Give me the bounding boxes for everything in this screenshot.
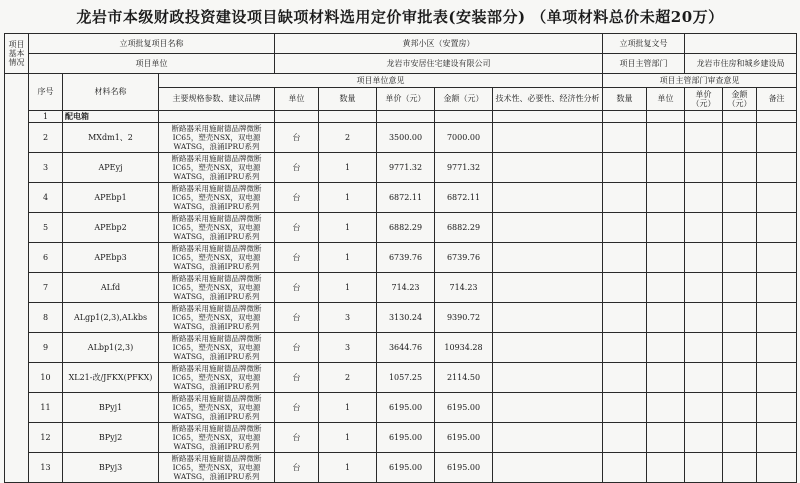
blank-cell xyxy=(377,111,435,123)
row-seq: 3 xyxy=(29,153,63,183)
row-analysis xyxy=(493,303,603,333)
unit-label: 项目单位 xyxy=(29,54,275,74)
row-amount: 10934.28 xyxy=(435,333,493,363)
row-review-amount xyxy=(723,393,757,423)
row-qty: 1 xyxy=(319,453,377,483)
header-price: 单价（元） xyxy=(377,88,435,111)
row-qty: 1 xyxy=(319,213,377,243)
row-analysis xyxy=(493,423,603,453)
project-name-value: 黄邦小区（安置房） xyxy=(275,34,603,54)
row-review-price xyxy=(685,333,723,363)
row-review-qty xyxy=(603,183,647,213)
info-row-1 xyxy=(5,34,797,54)
row-remark xyxy=(757,213,797,243)
blank-cell xyxy=(603,111,647,123)
row-review-unit xyxy=(647,423,685,453)
row-review-price xyxy=(685,273,723,303)
row-review-unit xyxy=(647,183,685,213)
row-seq: 11 xyxy=(29,393,63,423)
row-remark xyxy=(757,363,797,393)
row-qty: 1 xyxy=(319,153,377,183)
category-seq: 1 xyxy=(29,111,63,123)
row-review-unit xyxy=(647,303,685,333)
header-review-qty: 数量 xyxy=(603,88,647,111)
row-review-qty xyxy=(603,453,647,483)
row-material-name: BPyj3 xyxy=(63,453,159,483)
table-row xyxy=(5,243,797,273)
section-label: 项目基本情况 xyxy=(5,34,29,74)
left-blank-column xyxy=(5,74,29,483)
table-row xyxy=(5,153,797,183)
row-remark xyxy=(757,453,797,483)
header-unit-opinion: 项目单位意见 xyxy=(159,74,603,88)
info-row-2 xyxy=(5,54,797,74)
header-spec: 主要规格参数、建议品牌 xyxy=(159,88,275,111)
blank-cell xyxy=(723,111,757,123)
row-analysis xyxy=(493,273,603,303)
project-name-label: 立项批复项目名称 xyxy=(29,34,275,54)
row-review-price xyxy=(685,423,723,453)
row-remark xyxy=(757,153,797,183)
row-qty: 3 xyxy=(319,303,377,333)
row-seq: 2 xyxy=(29,123,63,153)
row-analysis xyxy=(493,333,603,363)
row-remark xyxy=(757,303,797,333)
approval-doc-value xyxy=(685,34,797,54)
row-unit: 台 xyxy=(275,183,319,213)
header-unit: 单位 xyxy=(275,88,319,111)
category-row xyxy=(5,111,797,123)
header-amount: 金额（元） xyxy=(435,88,493,111)
row-unit: 台 xyxy=(275,453,319,483)
header-review: 项目主管部门审查意见 xyxy=(603,74,797,88)
row-remark xyxy=(757,123,797,153)
row-review-unit xyxy=(647,153,685,183)
row-remark xyxy=(757,243,797,273)
row-review-price xyxy=(685,243,723,273)
document-title: 龙岩市本级财政投资建设项目缺项材料选用定价审批表(安装部分) （单项材料总价未超20万） xyxy=(76,8,724,26)
row-material-name: APEbp2 xyxy=(63,213,159,243)
header-material: 材料名称 xyxy=(63,74,159,111)
row-analysis xyxy=(493,183,603,213)
row-review-unit xyxy=(647,213,685,243)
row-seq: 4 xyxy=(29,183,63,213)
row-spec: 断路器采用施耐德品牌微断IC65，塑壳NSX，双电源WATSG，浪涌IPRU系列 xyxy=(159,363,275,393)
unit-value: 龙岩市安居住宅建设有限公司 xyxy=(275,54,603,74)
header-seq: 序号 xyxy=(29,74,63,111)
row-review-amount xyxy=(723,213,757,243)
row-seq: 8 xyxy=(29,303,63,333)
row-seq: 10 xyxy=(29,363,63,393)
header-review-price: 单价（元） xyxy=(685,88,723,111)
row-spec: 断路器采用施耐德品牌微断IC65，塑壳NSX，双电源WATSG，浪涌IPRU系列 xyxy=(159,243,275,273)
row-review-amount xyxy=(723,363,757,393)
row-review-amount xyxy=(723,123,757,153)
row-review-amount xyxy=(723,333,757,363)
row-spec: 断路器采用施耐德品牌微断IC65，塑壳NSX，双电源WATSG，浪涌IPRU系列 xyxy=(159,183,275,213)
row-remark xyxy=(757,273,797,303)
row-material-name: MXdm1、2 xyxy=(63,123,159,153)
row-review-qty xyxy=(603,423,647,453)
row-review-price xyxy=(685,123,723,153)
row-remark xyxy=(757,393,797,423)
row-amount: 714.23 xyxy=(435,273,493,303)
row-unit: 台 xyxy=(275,123,319,153)
row-qty: 1 xyxy=(319,183,377,213)
row-analysis xyxy=(493,153,603,183)
row-amount: 6739.76 xyxy=(435,243,493,273)
row-review-qty xyxy=(603,363,647,393)
row-analysis xyxy=(493,213,603,243)
row-amount: 9771.32 xyxy=(435,153,493,183)
row-review-amount xyxy=(723,303,757,333)
table-row xyxy=(5,273,797,303)
blank-cell xyxy=(275,111,319,123)
row-remark xyxy=(757,183,797,213)
row-seq: 5 xyxy=(29,213,63,243)
row-review-qty xyxy=(603,393,647,423)
row-review-qty xyxy=(603,273,647,303)
row-material-name: BPyj1 xyxy=(63,393,159,423)
table-row xyxy=(5,213,797,243)
row-amount: 6195.00 xyxy=(435,393,493,423)
row-amount: 7000.00 xyxy=(435,123,493,153)
row-seq: 12 xyxy=(29,423,63,453)
row-remark xyxy=(757,423,797,453)
blank-cell xyxy=(319,111,377,123)
row-review-amount xyxy=(723,243,757,273)
row-unit: 台 xyxy=(275,333,319,363)
row-unit: 台 xyxy=(275,153,319,183)
row-unit: 台 xyxy=(275,243,319,273)
approval-table xyxy=(4,33,797,483)
row-spec: 断路器采用施耐德品牌微断IC65，塑壳NSX，双电源WATSG，浪涌IPRU系列 xyxy=(159,153,275,183)
table-row xyxy=(5,393,797,423)
row-seq: 13 xyxy=(29,453,63,483)
table-row xyxy=(5,123,797,153)
row-price: 9771.32 xyxy=(377,153,435,183)
row-review-unit xyxy=(647,333,685,363)
dept-label: 项目主管部门 xyxy=(603,54,685,74)
blank-cell xyxy=(493,111,603,123)
table-row xyxy=(5,303,797,333)
row-qty: 3 xyxy=(319,333,377,363)
row-review-unit xyxy=(647,123,685,153)
row-price: 714.23 xyxy=(377,273,435,303)
table-row xyxy=(5,363,797,393)
header-row-1 xyxy=(5,74,797,88)
row-material-name: BPyj2 xyxy=(63,423,159,453)
row-analysis xyxy=(493,393,603,423)
row-qty: 1 xyxy=(319,243,377,273)
row-remark xyxy=(757,333,797,363)
row-review-price xyxy=(685,303,723,333)
table-row xyxy=(5,453,797,483)
table-row xyxy=(5,183,797,213)
row-amount: 6195.00 xyxy=(435,453,493,483)
row-review-amount xyxy=(723,423,757,453)
row-price: 6882.29 xyxy=(377,213,435,243)
row-material-name: ALbp1(2,3) xyxy=(63,333,159,363)
blank-cell xyxy=(757,111,797,123)
header-remark: 备注 xyxy=(757,88,797,111)
header-review-amount: 金额（元） xyxy=(723,88,757,111)
row-analysis xyxy=(493,243,603,273)
row-analysis xyxy=(493,123,603,153)
row-amount: 9390.72 xyxy=(435,303,493,333)
row-review-unit xyxy=(647,243,685,273)
row-amount: 6195.00 xyxy=(435,423,493,453)
row-review-qty xyxy=(603,303,647,333)
row-review-price xyxy=(685,213,723,243)
header-qty: 数量 xyxy=(319,88,377,111)
row-review-amount xyxy=(723,453,757,483)
row-spec: 断路器采用施耐德品牌微断IC65，塑壳NSX，双电源WATSG，浪涌IPRU系列 xyxy=(159,393,275,423)
table-row xyxy=(5,333,797,363)
row-qty: 2 xyxy=(319,123,377,153)
row-spec: 断路器采用施耐德品牌微断IC65，塑壳NSX，双电源WATSG，浪涌IPRU系列 xyxy=(159,333,275,363)
row-unit: 台 xyxy=(275,423,319,453)
row-material-name: ALgp1(2,3),ALkbs xyxy=(63,303,159,333)
blank-cell xyxy=(685,111,723,123)
row-review-qty xyxy=(603,153,647,183)
row-spec: 断路器采用施耐德品牌微断IC65，塑壳NSX，双电源WATSG，浪涌IPRU系列 xyxy=(159,453,275,483)
row-analysis xyxy=(493,363,603,393)
row-amount: 6872.11 xyxy=(435,183,493,213)
row-unit: 台 xyxy=(275,303,319,333)
row-seq: 6 xyxy=(29,243,63,273)
row-review-unit xyxy=(647,453,685,483)
row-unit: 台 xyxy=(275,393,319,423)
row-material-name: APEbp3 xyxy=(63,243,159,273)
row-qty: 1 xyxy=(319,273,377,303)
row-price: 1057.25 xyxy=(377,363,435,393)
row-price: 3130.24 xyxy=(377,303,435,333)
row-review-unit xyxy=(647,273,685,303)
row-review-qty xyxy=(603,213,647,243)
row-material-name: APEyj xyxy=(63,153,159,183)
row-amount: 2114.50 xyxy=(435,363,493,393)
row-material-name: XL21-改/JFKX(PFKX) xyxy=(63,363,159,393)
header-review-unit: 单位 xyxy=(647,88,685,111)
row-price: 6872.11 xyxy=(377,183,435,213)
row-spec: 断路器采用施耐德品牌微断IC65，塑壳NSX，双电源WATSG，浪涌IPRU系列 xyxy=(159,123,275,153)
row-unit: 台 xyxy=(275,363,319,393)
blank-cell xyxy=(435,111,493,123)
row-review-amount xyxy=(723,183,757,213)
row-review-qty xyxy=(603,333,647,363)
row-spec: 断路器采用施耐德品牌微断IC65，塑壳NSX，双电源WATSG，浪涌IPRU系列 xyxy=(159,213,275,243)
row-price: 3500.00 xyxy=(377,123,435,153)
approval-doc-label: 立项批复文号 xyxy=(603,34,685,54)
blank-cell xyxy=(159,111,275,123)
row-review-qty xyxy=(603,243,647,273)
row-price: 6195.00 xyxy=(377,393,435,423)
row-review-unit xyxy=(647,393,685,423)
row-review-price xyxy=(685,393,723,423)
row-unit: 台 xyxy=(275,213,319,243)
row-price: 6195.00 xyxy=(377,453,435,483)
row-review-amount xyxy=(723,273,757,303)
row-spec: 断路器采用施耐德品牌微断IC65，塑壳NSX，双电源WATSG，浪涌IPRU系列 xyxy=(159,303,275,333)
row-review-qty xyxy=(603,123,647,153)
category-name: 配电箱 xyxy=(63,111,159,123)
row-review-price xyxy=(685,453,723,483)
row-review-unit xyxy=(647,363,685,393)
row-review-price xyxy=(685,153,723,183)
row-spec: 断路器采用施耐德品牌微断IC65，塑壳NSX，双电源WATSG，浪涌IPRU系列 xyxy=(159,273,275,303)
row-review-price xyxy=(685,363,723,393)
row-qty: 1 xyxy=(319,393,377,423)
row-material-name: ALfd xyxy=(63,273,159,303)
dept-value: 龙岩市住房和城乡建设局 xyxy=(685,54,797,74)
row-amount: 6882.29 xyxy=(435,213,493,243)
table-row xyxy=(5,423,797,453)
row-qty: 2 xyxy=(319,363,377,393)
row-price: 6739.76 xyxy=(377,243,435,273)
row-analysis xyxy=(493,453,603,483)
row-price: 3644.76 xyxy=(377,333,435,363)
row-price: 6195.00 xyxy=(377,423,435,453)
row-review-amount xyxy=(723,153,757,183)
blank-cell xyxy=(647,111,685,123)
row-review-price xyxy=(685,183,723,213)
row-seq: 7 xyxy=(29,273,63,303)
row-unit: 台 xyxy=(275,273,319,303)
row-spec: 断路器采用施耐德品牌微断IC65，塑壳NSX，双电源WATSG，浪涌IPRU系列 xyxy=(159,423,275,453)
row-seq: 9 xyxy=(29,333,63,363)
row-material-name: APEbp1 xyxy=(63,183,159,213)
row-qty: 1 xyxy=(319,423,377,453)
header-analysis: 技术性、必要性、经济性分析 xyxy=(493,88,603,111)
